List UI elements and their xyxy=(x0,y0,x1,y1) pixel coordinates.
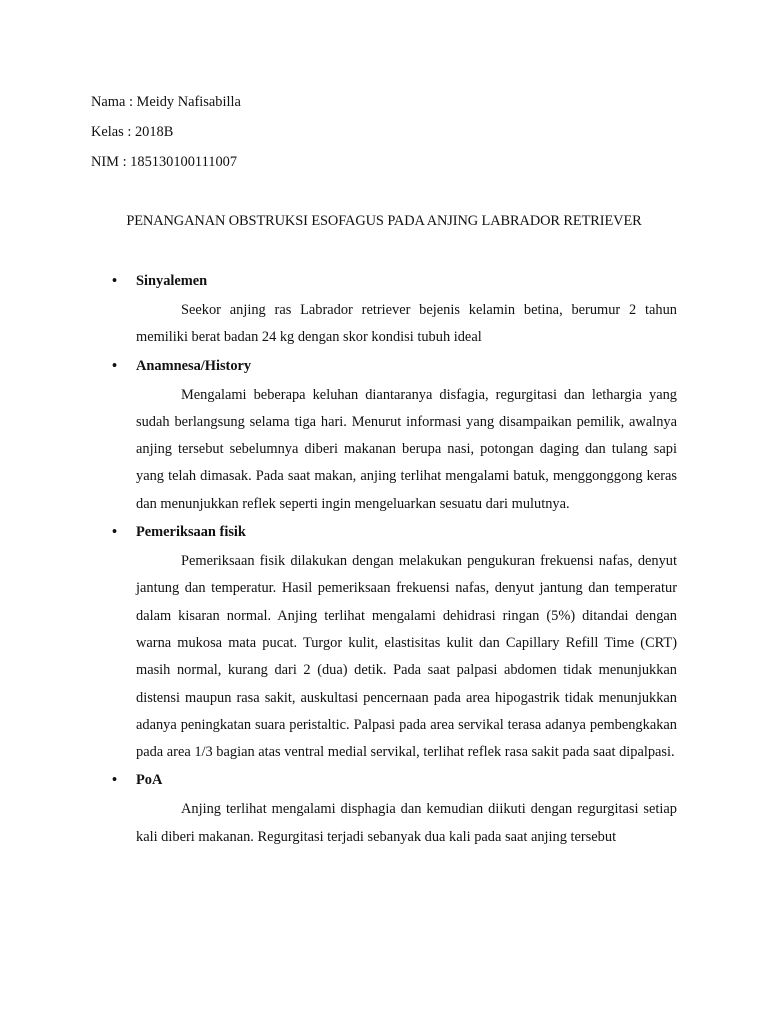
section-paragraph: Mengalami beberapa keluhan diantaranya disfagia, regurgitasi dan lethargia yang sudah berlangsung selama tiga hari. Menurut informasi yang disampaikan pemilik, awalnya anjing tersebut sebelumnya diberi makanan berupa nasi, potongan daging dan tulang sapi yang telah dimasak. Pada saat makan, anjing terlihat mengalami batuk, menggonggong keras dan menunjukkan reflek seperti ingin mengeluarkan sesuatu dari mulutnya. xyxy=(136,386,677,512)
student-name: Nama : Meidy Nafisabilla xyxy=(91,94,241,110)
section-pemeriksaan-fisik xyxy=(91,521,677,769)
section-heading xyxy=(91,769,677,796)
section-poa xyxy=(91,769,677,851)
student-class: Kelas : 2018B xyxy=(91,124,174,140)
document-title: PENANGANAN OBSTRUKSI ESOFAGUS PADA ANJING LABRADOR RETRIEVER xyxy=(126,213,642,229)
section-sinyalemen xyxy=(91,270,677,355)
bullet-icon: • xyxy=(112,772,118,789)
section-heading xyxy=(91,521,677,548)
section-heading xyxy=(91,355,677,382)
bullet-icon: • xyxy=(112,524,118,541)
bullet-icon: • xyxy=(112,273,118,289)
bullet-icon: • xyxy=(112,357,118,374)
document-body xyxy=(91,270,677,851)
section-anamnesa xyxy=(91,355,677,521)
section-heading-label: Pemeriksaan fisik xyxy=(136,524,246,541)
student-identity xyxy=(91,91,591,181)
section-heading-label: Sinyalemen xyxy=(136,273,208,289)
section-paragraph: Anjing terlihat mengalami disphagia dan kemudian diikuti dengan regurgitasi setiap kali diberi makanan. Regurgitasi terjadi sebanyak dua kali pada saat anjing tersebut xyxy=(136,801,677,845)
section-paragraph: Seekor anjing ras Labrador retriever bejenis kelamin betina, berumur 2 tahun memiliki berat badan 24 kg dengan skor kondisi tubuh ideal xyxy=(136,302,677,346)
section-paragraph: Pemeriksaan fisik dilakukan dengan melakukan pengukuran frekuensi nafas, denyut jantung dan temperatur. Hasil pemeriksaan frekuensi nafas, denyut jantung dan temperatur dalam kisaran normal. Anjing terlihat mengalami dehidrasi ringan (5%) ditandai dengan warna mukosa mata pucat. Turgor kulit, elastisitas kulit dan Capillary Refill Time (CRT) masih normal, kurang dari 2 (dua) detik. Pada saat palpasi abdomen tidak menunjukkan distensi maupun rasa sakit, auskultasi pencernaan pada area hipogastrik tidak menunjukkan adanya peningkatan suara peristaltic. Palpasi pada area servikal terasa adanya pembengkakan pada area 1/3 bagian atas ventral medial servikal, terlihat reflek rasa sakit pada saat dipalpasi. xyxy=(136,553,677,761)
section-heading-label: PoA xyxy=(136,772,163,789)
student-nim: NIM : 185130100111007 xyxy=(91,154,238,170)
section-heading-label: Anamnesa/History xyxy=(136,357,252,374)
section-heading xyxy=(91,270,677,297)
